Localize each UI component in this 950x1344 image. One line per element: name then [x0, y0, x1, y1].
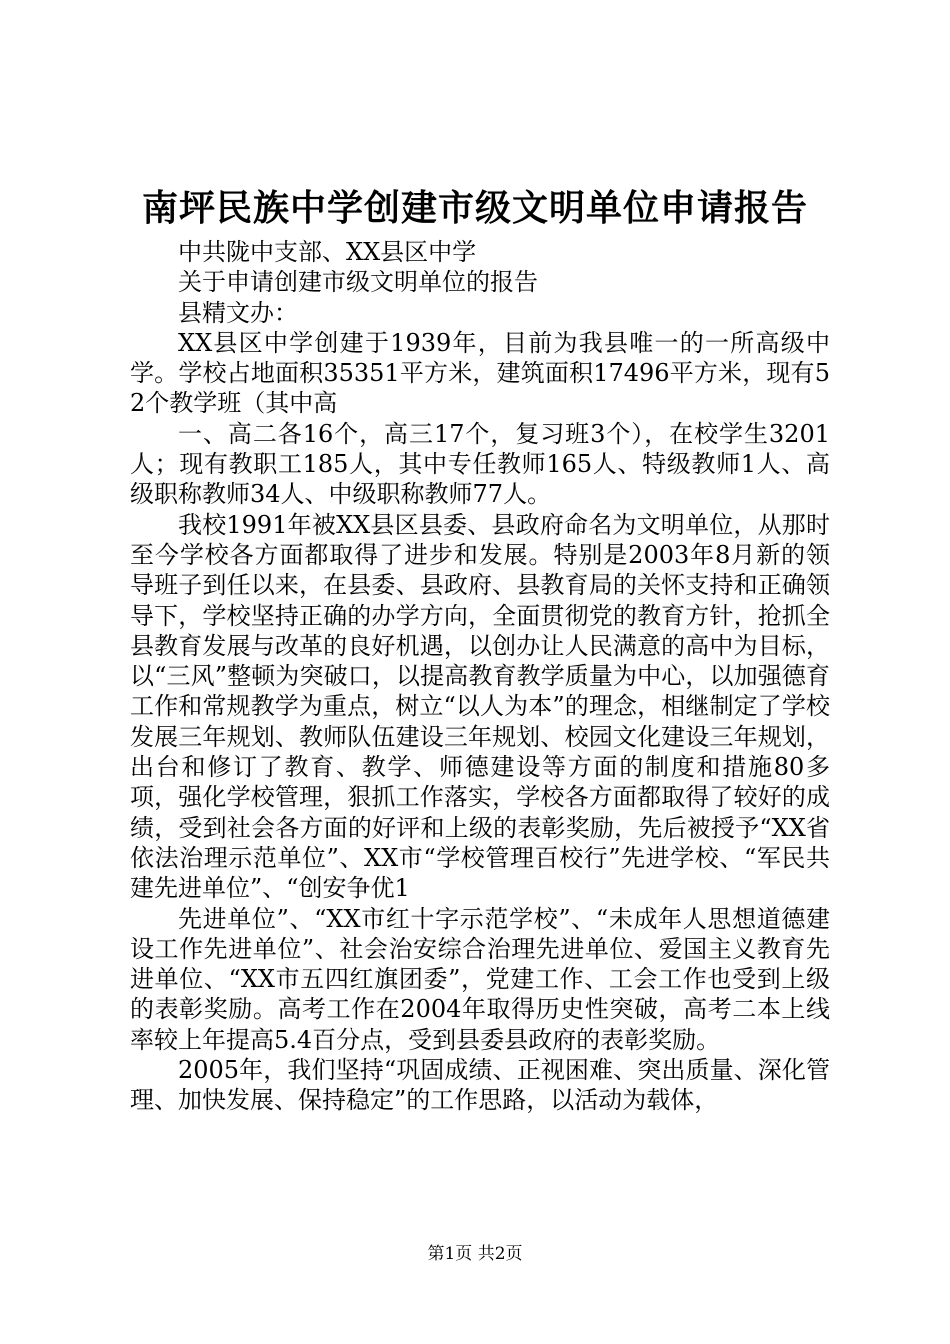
paragraph-history: 我校1991年被XX县区县委、县政府命名为文明单位，从那时至今学校各方面都取得了进步和发展。特别是2003年8月新的领导班子到任以来，在县委、县政府、县教育局的关怀支持和正确领导下，学校坚持正确的办学方向，全面贯彻党的教育方针，抢抓全县教育发展与改革的良好机遇，以创办让人民满意的高中为目标，以“三风”整顿为突破口，以提高教育教学质量为中心，以加强德育工作和常规教学为重点，树立“以人为本”的理念，相继制定了学校发展三年规划、教师队伍建设三年规划、校园文化建设三年规划，出台和修订了教育、教学、师德建设等方面的制度和措施80多项，强化学校管理，狠抓工作落实，学校各方面都取得了较好的成绩，受到社会各方面的好评和上级的表彰奖励，先后被授予“XX省依法治理示范单位”、XX市“学校管理百校行”先进学校、“军民共建先进单位”、“创安争优1 [130, 510, 830, 903]
page-footer: 第1页 共2页 [427, 1244, 523, 1264]
paragraph-recipient: 县精文办： [178, 298, 298, 327]
paragraph-honors: 先进单位”、“XX市红十字示范学校”、“未成年人思想道德建设工作先进单位”、社会治安综合治理先进单位、爱国主义教育先进单位、“XX市五四红旗团委”，党建工作、工会工作也受到上级的表彰奖励。高考工作在2004年取得历史性突破，高考二本上线率较上年提高5.4百分点，受到县委县政府的表彰奖励。 [130, 904, 830, 1054]
document-body [130, 237, 830, 1116]
document-title: 南坪民族中学创建市级文明单位申请报告 [141, 187, 808, 229]
paragraph-stats: 一、高二各16个，高三17个，复习班3个），在校学生3201人；现有教职工185人，其中专任教师165人、特级教师1人、高级职称教师34人、中级职称教师77人。 [130, 419, 830, 509]
paragraph-2005: 2005年，我们坚持“巩固成绩、正视困难、突出质量、深化管理、加快发展、保持稳定”的工作思路，以活动为载体， [130, 1056, 830, 1115]
paragraph-subject: 关于申请创建市级文明单位的报告 [178, 268, 538, 297]
paragraph-org: 中共陇中支部、XX县区中学 [178, 238, 477, 266]
paragraph-intro: XX县区中学创建于1939年，目前为我县唯一的一所高级中学。学校占地面积35351平方米，建筑面积17496平方米，现有52个教学班（其中高 [130, 328, 830, 418]
